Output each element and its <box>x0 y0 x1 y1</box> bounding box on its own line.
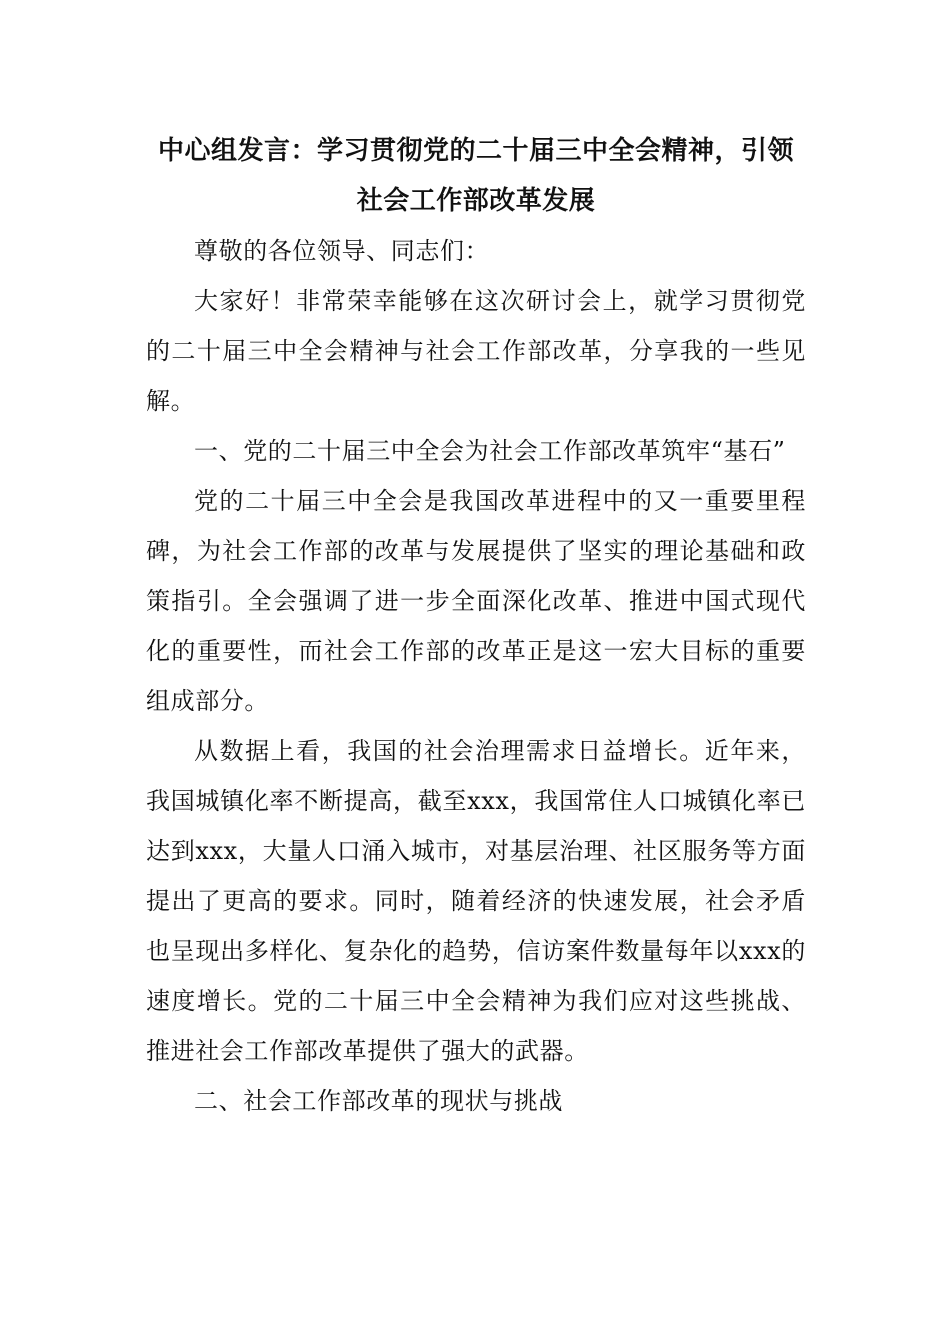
body-paragraph: 从数据上看，我国的社会治理需求日益增长。近年来，我国城镇化率不断提高，截至xxx，我国常住人口城镇化率已达到xxx，大量人口涌入城市，对基层治理、社区服务等方面提出了更高的要求。同时，随着经济的快速发展，社会矛盾也呈现出多样化、复杂化的趋势，信访案件数量每年以xxx的速度增长。党的二十届三中全会精神为我们应对这些挑战、推进社会工作部改革提供了强大的武器。 <box>146 737 806 1065</box>
document-title: 中心组发言：学习贯彻党的二十届三中全会精神，引领社会工作部改革发展 <box>157 136 794 216</box>
document-body <box>146 126 806 1126</box>
section-heading-1: 一、党的二十届三中全会为社会工作部改革筑牢“基石” <box>194 437 786 465</box>
opening-paragraph: 大家好！非常荣幸能够在这次研讨会上，就学习贯彻党的二十届三中全会精神与社会工作部改革，分享我的一些见解。 <box>146 287 806 415</box>
salutation: 尊敬的各位领导、同志们： <box>194 237 490 265</box>
section-heading-2: 二、社会工作部改革的现状与挑战 <box>194 1087 563 1115</box>
body-paragraph: 党的二十届三中全会是我国改革进程中的又一重要里程碑，为社会工作部的改革与发展提供了坚实的理论基础和政策指引。全会强调了进一步全面深化改革、推进中国式现代化的重要性，而社会工作部的改革正是这一宏大目标的重要组成部分。 <box>146 487 806 715</box>
